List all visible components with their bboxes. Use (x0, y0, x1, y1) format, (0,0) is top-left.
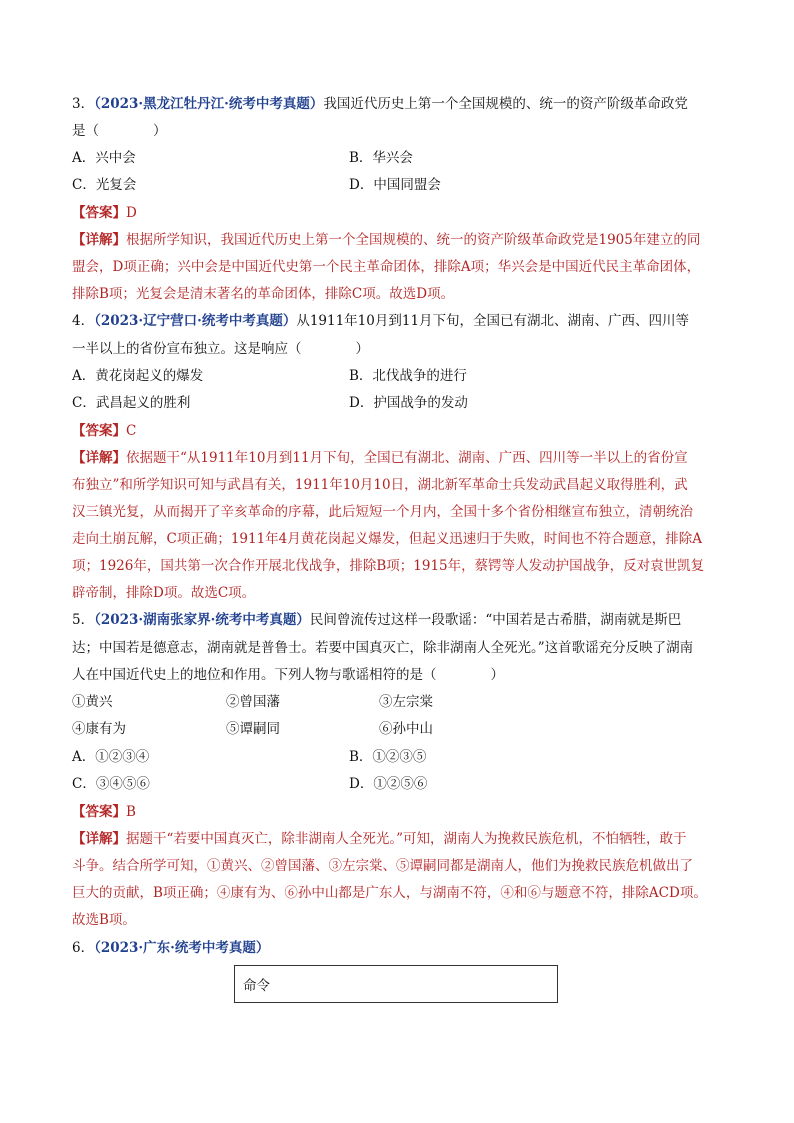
option-d: D．护国战争的发动 (349, 395, 468, 411)
question-number: 3． (72, 96, 95, 112)
explanation-line: 排除B项；光复会是清末著名的革命团体，排除C项。故选D项。 (72, 286, 455, 302)
question-source: （2023·湖南张家界·统考中考真题） (94, 612, 310, 628)
option-a: A．①②③④ (72, 749, 150, 765)
explanation-line: 斗争。结合所学可知，①黄兴、②曾国藩、③左宗棠、⑤谭嗣同都是湖南人，他们为挽救民族危机做出了 (72, 858, 693, 874)
explanation-line (72, 230, 700, 250)
answer-line (72, 203, 137, 223)
explanation-line: 故选B项。 (72, 912, 136, 928)
question-4-stem-line1 (72, 311, 689, 331)
question-stem: 从1911年10月到11月下旬，全国已有湖北、湖南、广西、四川等 (296, 313, 690, 329)
question-6-stem-line1 (72, 938, 269, 958)
figure-item: ②曾国藩 (226, 694, 280, 710)
explanation-line: 项；1926年，国共第一次合作开展北伐战争，排除B项；1915年，蔡锷等人发动护国战争，反对袁世凯复 (72, 558, 705, 574)
question-5-stem-line1 (72, 610, 681, 630)
explanation-text: 依据题干“从1911年10月到11月下旬，全国已有湖北、湖南、广西、四川等一半以上的省份宣 (126, 450, 688, 466)
option-b: B．北伐战争的进行 (349, 368, 467, 384)
question-3-stem-line1 (72, 94, 688, 114)
explanation-label: 【详解】 (72, 232, 126, 248)
figure-item: ③左宗棠 (379, 694, 433, 710)
figure-item: ④康有为 (72, 721, 126, 737)
explanation-label: 【详解】 (72, 450, 126, 466)
question-number: 4． (72, 313, 95, 329)
explanation-text: 根据所学知识，我国近代历史上第一个全国规模的、统一的资产阶级革命政党是 (126, 232, 599, 248)
answer-label: 【答案】 (72, 205, 126, 221)
material-box (234, 965, 558, 1003)
question-3-stem-line2: 是（ ） (72, 123, 167, 139)
figure-item: ①黄兴 (72, 694, 113, 710)
option-d: D．中国同盟会 (349, 177, 441, 193)
option-a: A．兴中会 (72, 150, 136, 166)
figure-item: ⑥孙中山 (379, 721, 433, 737)
explanation-text: 据题干“ (126, 831, 174, 847)
explanation-line (72, 448, 688, 468)
option-a: A．黄花岗起义的爆发 (72, 368, 204, 384)
figure-item: ⑤谭嗣同 (226, 721, 280, 737)
option-c: C．武昌起义的胜利 (72, 395, 191, 411)
explanation-line: 走向土崩瓦解，C项正确；1911年4月黄花岗起义爆发，但起义迅速归于失败，时间也不符合题意，排除A (72, 531, 703, 547)
question-number: 5． (72, 612, 95, 628)
explanation-line: 巨大的贡献，B项正确；④康有为、⑥孙中山都是广东人，与湖南不符，④和⑥与题意不符，排除ACD项。 (72, 885, 707, 901)
option-b: B．①②③⑤ (349, 749, 427, 765)
question-4-stem-line2: 一半以上的省份宣布独立。这是响应（ ） (72, 341, 369, 357)
explanation-line: 盟会，D项正确；兴中会是中国近代史第一个民主革命团体，排除A项；华兴会是中国近代民主革命团体， (72, 259, 701, 275)
question-source: （2023·广东·统考中考真题） (94, 940, 270, 956)
question-stem: 民间曾流传过这样一段歌谣：“中国若是古希腊，湖南就是斯巴 (309, 612, 682, 628)
explanation-text: ”可知，湖南人为挽救民族危机，不怕牺牲，敢于 (396, 831, 687, 847)
explanation-line: 布独立”和所学知识可知与武昌有关，1911年10月10日，湖北新军革命士兵发动武昌起义取得胜利，武 (72, 477, 688, 493)
option-b: B．华兴会 (349, 150, 413, 166)
explanation-line: 汉三镇光复，从而揭开了辛亥革命的序幕，此后短短一个月内，全国十多个省份相继宣布独立，清朝统治 (72, 504, 693, 520)
question-source: （2023·辽宁营口·统考中考真题） (94, 313, 297, 329)
explanation-line: 辟帝制，排除D项。故选C项。 (72, 585, 256, 601)
answer-value: C (126, 423, 137, 439)
question-stem: 我国近代历史上第一个全国规模的、统一的资产阶级革命政党 (323, 96, 688, 112)
question-5-stem-line2: 达；中国若是德意志，湖南就是普鲁士。若要中国真灭亡，除非湖南人全死光。”这首歌谣充分反映了湖南 (72, 640, 694, 656)
answer-value: D (126, 205, 137, 221)
answer-line (72, 802, 136, 822)
answer-value: B (126, 804, 136, 820)
option-c: C．光复会 (72, 177, 137, 193)
option-d: D．①②⑤⑥ (349, 776, 428, 792)
answer-line (72, 421, 136, 441)
question-source: （2023·黑龙江牡丹江·统考中考真题） (94, 96, 324, 112)
question-5-stem-line3: 人在中国近代史上的地位和作用。下列人物与歌谣相符的是（ ） (72, 667, 504, 683)
question-number: 6． (72, 940, 95, 956)
explanation-text: 1905年建立的同 (598, 232, 701, 248)
answer-label: 【答案】 (72, 804, 126, 820)
material-box-title: 命令 (243, 978, 270, 994)
option-c: C．③④⑤⑥ (72, 776, 150, 792)
explanation-label: 【详解】 (72, 831, 126, 847)
explanation-quote: 若要中国真灭亡，除非湖南人全死光。 (173, 831, 397, 847)
answer-label: 【答案】 (72, 423, 126, 439)
explanation-line (72, 829, 687, 849)
